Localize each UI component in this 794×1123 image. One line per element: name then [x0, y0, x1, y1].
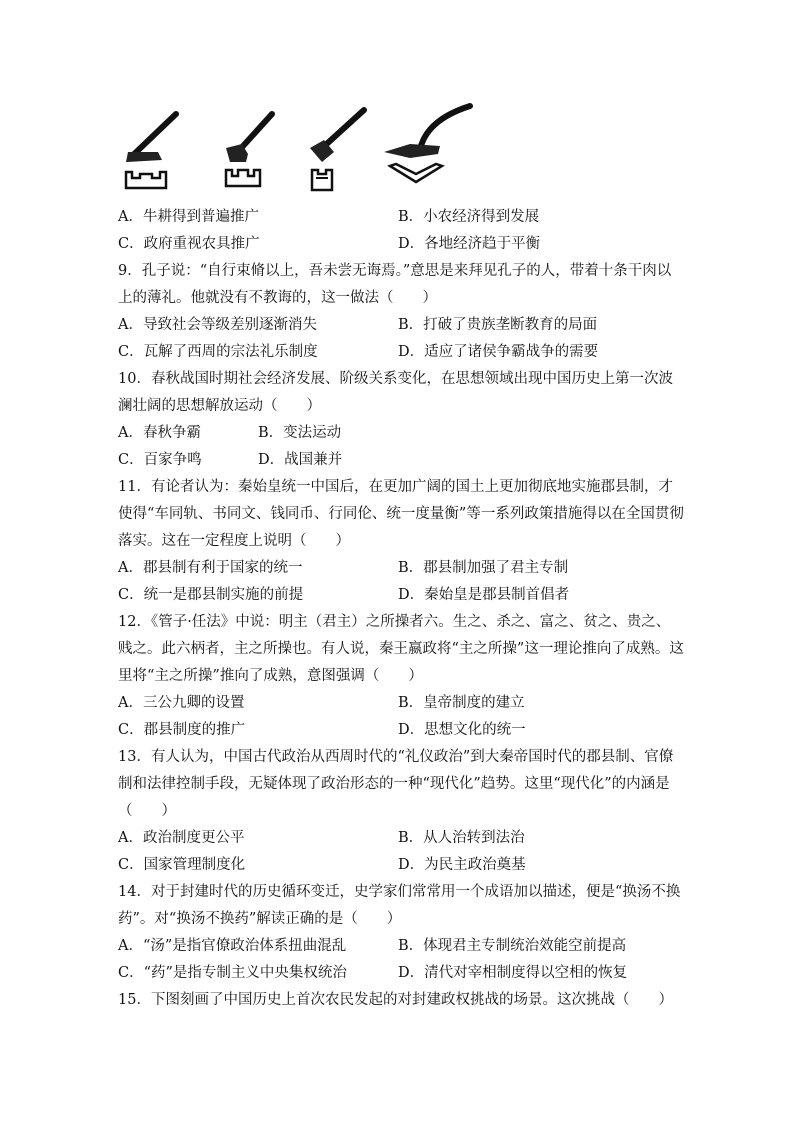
q9-option-d[interactable]: D．适应了诸侯争霸战争的需要 [398, 344, 599, 360]
q14-option-c[interactable]: C．“药”是指专制主义中央集权统治 [118, 965, 347, 981]
q13-option-d[interactable]: D．为民主政治奠基 [398, 857, 526, 873]
q13-option-b[interactable]: B．从人治转到法治 [398, 830, 525, 846]
q14-options-row-2 [118, 960, 684, 987]
q14-option-d[interactable]: D．清代对宰相制度得以空相的恢复 [398, 965, 628, 981]
q13-options-row-2 [118, 852, 684, 879]
q8-option-b[interactable]: B．小农经济得到发展 [398, 209, 540, 225]
q10-option-b[interactable]: B．变法运动 [258, 425, 342, 441]
q11-stem: 11．有论者认为：秦始皇统一中国后，在更加广阔的国土上更加彻底地实施郡县制，才使得“车同轨、书同文、钱同币、行同伦、统一度量衡”等一系列政策措施得以在全国贯彻落实。这在一定程度上说明（ ） [118, 479, 684, 549]
q11-options-row-2 [118, 582, 684, 609]
q10-option-a[interactable]: A．春秋争霸 [118, 425, 201, 441]
q12-option-b[interactable]: B．皇帝制度的建立 [398, 695, 525, 711]
q11-option-a[interactable]: A．郡县制有利于国家的统一 [118, 560, 303, 576]
q11-option-d[interactable]: D．秦始皇是郡县制首倡者 [398, 587, 570, 603]
q8-option-a[interactable]: A．牛耕得到普遍推广 [118, 209, 259, 225]
q8-options-row-1 [118, 204, 684, 231]
q9-stem: 9．孔子说：“自行束脩以上，吾未尝无诲焉。”意思是来拜见孔子的人，带着十条干肉以上的薄礼。他就没有不教诲的，这一做法（ ） [118, 263, 672, 306]
q11-options-row-1 [118, 555, 684, 582]
q12-option-a[interactable]: A．三公九卿的设置 [118, 695, 245, 711]
q10-options-row-2 [118, 447, 684, 474]
question-list [118, 204, 684, 1014]
q11-option-c[interactable]: C．统一是郡县制实施的前提 [118, 587, 304, 603]
q13-stem: 13．有人认为，中国古代政治从西周时代的“礼仪政治”到大秦帝国时代的郡县制、官僚制和法律控制手段，无疑体现了政治形态的一种“现代化”趋势。这里“现代化”的内涵是（ ） [118, 749, 674, 819]
q15-stem: 15．下图刻画了中国历史上首次农民发起的对封建政权挑战的场景。这次挑战（ ） [118, 992, 673, 1008]
q12-option-d[interactable]: D．思想文化的统一 [398, 722, 526, 738]
q12-options-row-1 [118, 690, 684, 717]
q8-options-row-2 [118, 231, 684, 258]
plough-tool-icon [380, 100, 480, 195]
q10-option-c[interactable]: C．百家争鸣 [118, 452, 202, 468]
q8-option-c[interactable]: C．政府重视农具推广 [118, 236, 260, 252]
q9-option-b[interactable]: B．打破了贵族垄断教育的局面 [398, 317, 598, 333]
q8-option-d[interactable]: D．各地经济趋于平衡 [398, 236, 541, 252]
q14-option-a[interactable]: A．“汤”是指官僚政治体系扭曲混乱 [118, 938, 347, 954]
q9-options-row-1 [118, 312, 684, 339]
q13-option-c[interactable]: C．国家管理制度化 [118, 857, 246, 873]
q13-options-row-1 [118, 825, 684, 852]
q9-options-row-2 [118, 339, 684, 366]
q12-option-c[interactable]: C．郡县制度的推广 [118, 722, 246, 738]
q12-options-row-2 [118, 717, 684, 744]
q12-stem: 12．《管子·任法》中说：明主（君主）之所操者六。生之、杀之、富之、贫之、贵之、贱之。此六柄者，主之所操也。有人说，秦王嬴政将“主之所操”这一理论推向了成熟。这里将“主之所操”推向了成熟，意图强调（ ） [118, 614, 684, 684]
q10-stem: 10．春秋战国时期社会经济发展、阶级关系变化，在思想领域出现中国历史上第一次波澜壮阔的思想解放运动（ ） [118, 371, 673, 414]
adze-tool-icon [218, 100, 288, 195]
q9-option-c[interactable]: C．瓦解了西周的宗法礼乐制度 [118, 344, 318, 360]
farm-tools-illustration [118, 100, 478, 195]
q14-option-b[interactable]: B．体现君主专制统治效能空前提高 [398, 938, 627, 954]
q11-option-b[interactable]: B．郡县制加强了君主专制 [398, 560, 569, 576]
q10-options-row-1 [118, 420, 684, 447]
q14-stem: 14．对于封建时代的历史循环变迁，史学家们常常用一个成语加以描述，便是“换汤不换药”。对“换汤不换药”解读正确的是（ ） [118, 884, 681, 927]
hoe-tool-icon [118, 100, 198, 195]
spade-tool-icon [298, 100, 378, 195]
q9-option-a[interactable]: A．导致社会等级差别逐渐消失 [118, 317, 317, 333]
q13-option-a[interactable]: A．政治制度更公平 [118, 830, 245, 846]
q10-option-d[interactable]: D．战国兼并 [258, 452, 343, 468]
q14-options-row-1 [118, 933, 684, 960]
